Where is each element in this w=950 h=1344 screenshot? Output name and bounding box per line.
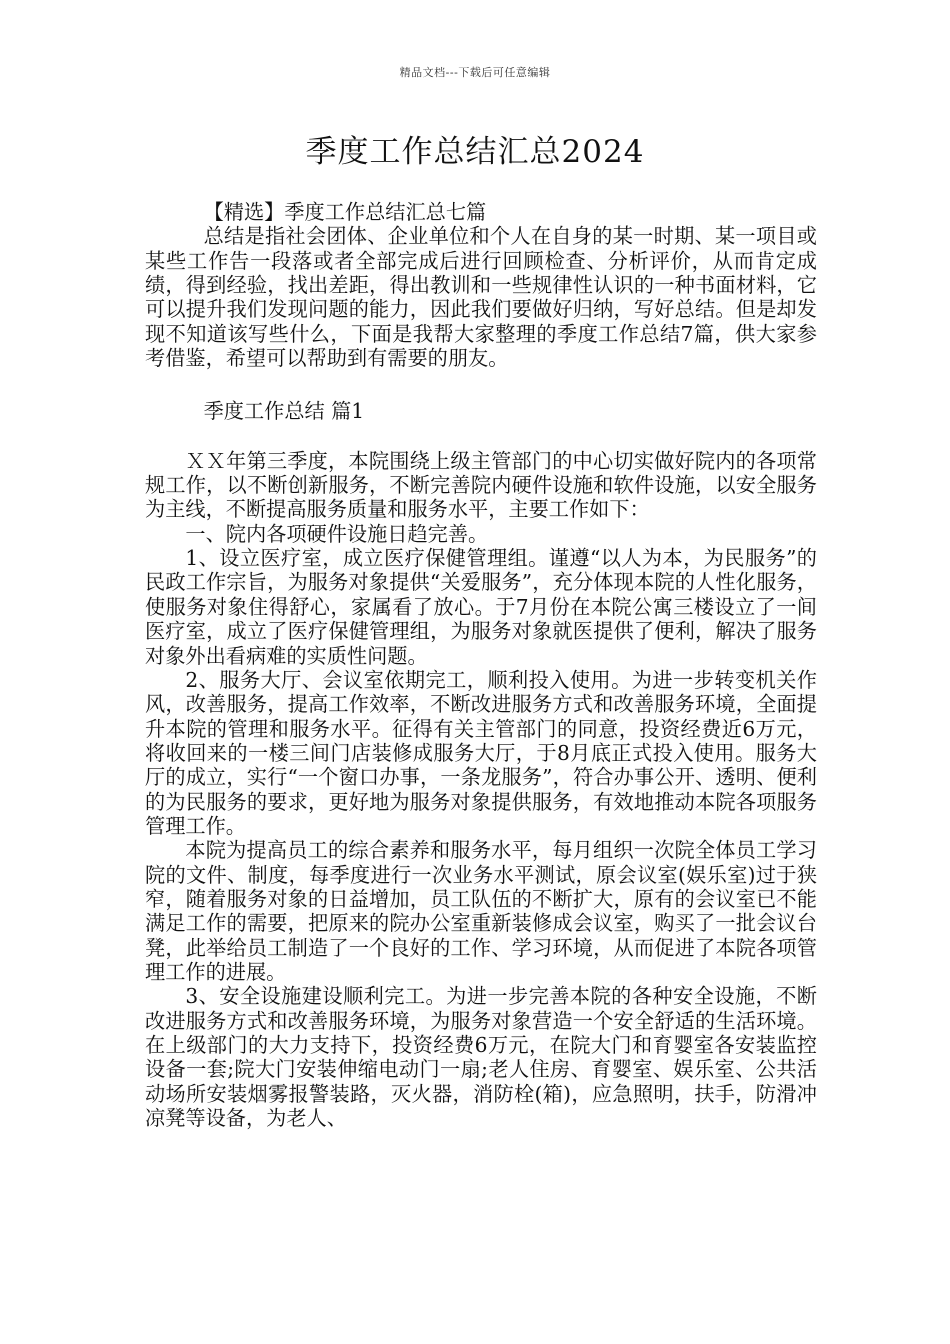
section-heading: 季度工作总结 篇1 xyxy=(203,399,365,424)
intro-paragraph: 总结是指社会团体、企业单位和个人在自身的某一时期、某一项目或某些工作告一段落或者全部完成后进行回顾检查、分析评价，从而肯定成绩，得到经验，找出差距，得出教训和一些规律性认识的一种书面材料，它可以提升我们发现问题的能力，因此我们要做好归纳，写好总结。但是却发现不知道该写些什么，下面是我帮大家整理的季度工作总结7篇，供大家参考借鉴，希望可以帮助到有需要的朋友。 xyxy=(145,224,817,371)
header-note: 精品文档---下载后可任意编辑 xyxy=(399,66,551,79)
body-paragraph: ＸＸ年第三季度，本院围绕上级主管部门的中心切实做好院内的各项常规工作，以不断创新服务，不断完善院内硬件设施和软件设施，以安全服务为主线，不断提高服务质量和服务水平，主要工作如下： xyxy=(145,448,817,522)
document-body xyxy=(145,200,817,1130)
body-paragraph: 本院为提高员工的综合素养和服务水平，每月组织一次院全体员工学习院的文件、制度，每季度进行一次业务水平测试，原会议室(娱乐室)过于狭窄，随着服务对象的日益增加，员工队伍的不断扩大，原有的会议室已不能满足工作的需要，把原来的院办公室重新装修成会议室，购买了一批会议台凳，此举给员工制造了一个良好的工作、学习环境，从而促进了本院各项管理工作的进展。 xyxy=(145,838,817,984)
body-paragraph: 一、院内各项硬件设施日趋完善。 xyxy=(185,521,489,546)
document-title: 季度工作总结汇总2024 xyxy=(305,134,645,170)
document-subtitle: 【精选】季度工作总结汇总七篇 xyxy=(203,200,487,224)
body-paragraph: 2、服务大厅、会议室依期完工，顺利投入使用。为进一步转变机关作风，改善服务，提高工作效率，不断改进服务方式和改善服务环境，全面提升本院的管理和服务水平。征得有关主管部门的同意，投资经费近6万元，将收回来的一楼三间门店装修成服务大厅，于8月底正式投入使用。服务大厅的成立，实行“一个窗口办事，一条龙服务”，符合办事公开、透明、便利的为民服务的要求，更好地为服务对象提供服务，有效地推动本院各项服务管理工作。 xyxy=(145,667,817,838)
body-paragraph: 3、安全设施建设顺利完工。为进一步完善本院的各种安全设施，不断改进服务方式和改善服务环境，为服务对象营造一个安全舒适的生活环境。在上级部门的大力支持下，投资经费6万元，在院大门和育婴室各安装监控设备一套;院大门安装伸缩电动门一扇;老人住房、育婴室、娱乐室、公共活动场所安装烟雾报警装路，灭火器，消防栓(箱)，应急照明，扶手，防滑冲凉凳等设备，为老人、 xyxy=(145,984,817,1131)
body-paragraph: 1、设立医疗室，成立医疗保健管理组。谨遵“以人为本，为民服务”的民政工作宗旨，为服务对象提供“关爱服务”，充分体现本院的人性化服务，使服务对象住得舒心，家属看了放心。于7月份在本院公寓三楼设立了一间医疗室，成立了医疗保健管理组，为服务对象就医提供了便利，解决了服务对象外出看病难的实质性问题。 xyxy=(145,546,817,668)
